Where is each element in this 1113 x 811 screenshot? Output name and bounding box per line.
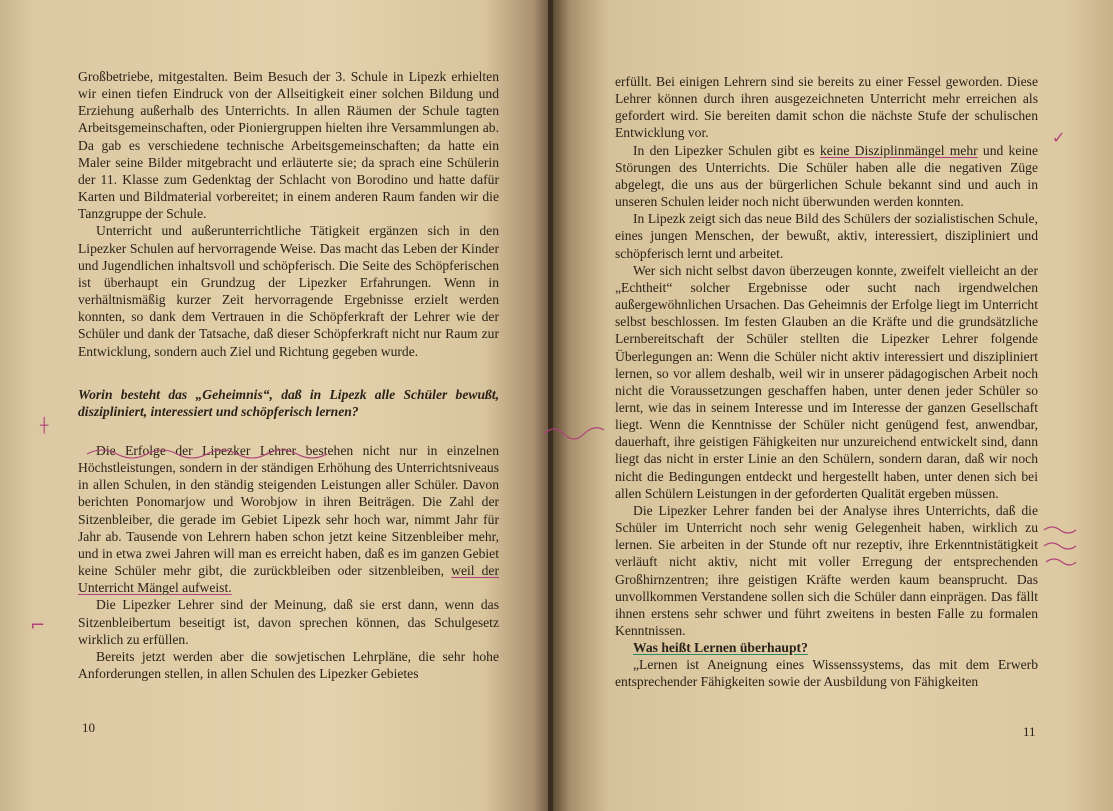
paragraph: Die Lipezker Lehrer sind der Meinung, daß sie erst dann, wenn das Sitzenbleibertum beseitigt ist, davon sprechen können, das Schulgesetz wirklich zu erfüllen. <box>78 597 499 647</box>
paragraph: Wer sich nicht selbst davon überzeugen konnte, zweifelt vielleicht an der „Echtheit“ solcher Ergebnisse oder sucht nach irgendwelchen außergewöhnlichen Ursachen. Das Geheimnis der Erfolge liegt im Unterricht selbst beschlossen. Im festen Glauben an die Kräfte und die grundsätzliche Lernbereitschaft der Schüler stellten die Lipezker Lehrer folgende Überlegungen an: Wenn die Schüler nicht aktiv interessiert und diszipliniert lernen, so vor allem deshalb, weil wir in unserer pädagogischen Arbeit noch nicht die Voraussetzungen geschaffen haben, unter denen jeder Schüler so lernt, wie das in seinem Interesse und im Interesse der ganzen Gesellschaft liegt. Wenn die Kenntnisse der Schüler nicht genügend fest, anwendbar, dauerhaft, ihre geistigen Fähigkeiten nur unzureichend entwickelt sind, dann liegt das nicht in erster Linie an den Schülern, sondern daran, daß wir noch nicht die Bedingungen entdeckt und hergestellt haben, unter denen sich bei allen Schülern Leistungen in der geforderten Qualität ergeben müssen. <box>615 262 1038 501</box>
right-page-text <box>615 73 1038 691</box>
left-page-text <box>78 68 499 682</box>
paragraph: Großbetriebe, mitgestalten. Beim Besuch der 3. Schule in Lipezk erhielten wir einen tiefen Eindruck von der Allseitigkeit einer solchen Bildung und Erziehung außerhalb des Unterrichts. In allen Räumen der Schule tagten Arbeitsgemeinschaften, oder Pioniergruppen hielten ihre Versammlungen ab. Da gab es verschiedene technische Arbeitsgemeinschaften; da hatte ein Maler seine Bilder mitgebracht und erläuterte sie; da sprach eine Schülerin der 11. Klasse zum Gedenktag der Schlacht von Borodino und hatte dafür Karten und Bildmaterial vorbereitet; in einem anderen Raum fanden wir die Tanzgruppe der Schule. <box>78 69 499 222</box>
handwritten-scribble <box>85 446 385 460</box>
paragraph: „Lernen ist Aneignung eines Wissenssystems, das mit dem Erwerb entsprechender Fähigkeiten sowie der Ausbildung von Fähigkeiten <box>615 657 1038 690</box>
paragraph: erfüllt. Bei einigen Lehrern sind sie bereits zu einer Fessel geworden. Diese Lehrer können durch ihren ausgezeichneten Unterricht mehr erreichen als gefordert wird. Sie bereiten damit schon die nächste Stufe der schulischen Entwicklung vor. <box>615 74 1038 141</box>
handwritten-scribble <box>1040 520 1085 580</box>
paragraph: Bereits jetzt werden aber die sowjetischen Lehrpläne, die sehr hohe Anforderungen stellen, in allen Schulen des Lipezker Gebietes <box>78 648 499 681</box>
margin-mark: ⌐ <box>30 615 46 636</box>
section-question: Worin besteht das „Geheimnis“, daß in Lipezk alle Schüler bewußt, diszipliniert, interessiert und schöpferisch lernen? <box>78 386 499 419</box>
paragraph: Unterricht und außerunterrichtliche Tätigkeit ergänzen sich in den Lipezker Schulen auf hervorragende Weise. Das macht das Leben der Kinder und Jugendlichen inhaltsvoll und schöpferisch. Die Seite des Schöpferischen ist überhaupt ein Grundzug der Lipezker Erfahrungen. Wenn in verhältnismäßig kurzer Zeit hervorragende Ergebnisse erzielt werden konnten, so dank dem Vertrauen in die Schöpferkraft der Lehrer wie der Schüler und dank der Tatsache, daß dieser Schöpferkraft nicht nur Raum zur Entwicklung, sondern auch Ziel und Richtung gegeben wurde. <box>78 223 499 359</box>
underlined-phrase: keine Disziplinmängel mehr <box>819 142 978 158</box>
paragraph: In Lipezk zeigt sich das neue Bild des Schülers der sozialistischen Schule, eines jungen Menschen, der bewußt, aktiv, interessiert, diszipliniert und schöpferisch lernt und arbeitet. <box>615 211 1038 261</box>
paragraph: Die Lipezker Lehrer fanden bei der Analyse ihres Unterrichts, daß die Schüler im Unterricht noch sehr wenig Gelegenheit haben, wirklich zu lernen. Sie arbeiten in der Stunde oft nur rezeptiv, ihre Erkenntnistätigkeit verläuft nicht aktiv, nicht mit voller Erregung der entsprechenden Großhirnzentren; ihre geistigen Kräfte werden kaum beansprucht. Das unvollkommen Verstandene sollen sich die Schüler dann einprägen. Das fällt ihnen erstens sehr schwer und führt zweitens in besten Falle zu formalen Kenntnissen. <box>615 502 1038 638</box>
paragraph-text: und keine Störungen des Unterrichts. Die Schüler haben alle die negativen Züge abgelegt, die uns aus der bürgerlichen Schule bekannt sind und auch in unseren Schulen leider noch nicht überwunden werden konnten. <box>615 142 1038 210</box>
margin-mark: ┼ <box>40 418 49 434</box>
margin-mark: ✓ <box>1052 128 1066 147</box>
right-page <box>553 0 1113 811</box>
paragraph <box>78 442 499 596</box>
page-number: 10 <box>82 720 95 735</box>
left-page <box>0 0 550 811</box>
paragraph-text: Die Erfolge der Lipezker Lehrer bestehen nicht nur in einzelnen Höchstleistungen, sondern in der ständigen Erhöhung des Unterrichtsniveaus in allen Schulen, in den ständig steigenden Leistungen aller Schüler. Davon berichten Ponomarjow und Worobjow in ihren Beiträgen. Die Zahl der Sitzenbleiber, die gerade im Gebiet Lipezk sehr hoch war, nimmt Jahr für Jahr ab. Tausende von Lehrern haben schon jetzt keine Sitzenbleiber mehr, und in etwa zwei Jahren will man es erreicht haben, daß es im ganzen Gebiet keine Schüler mehr gibt, die zurückbleiben oder sitzenbleiben, <box>78 442 499 579</box>
page-number: 11 <box>1023 724 1036 739</box>
paragraph-text: In den Lipezker Schulen gibt es <box>633 142 815 158</box>
paragraph <box>615 142 1038 211</box>
underlined-phrase: weil der Unterricht Mängel aufweist. <box>78 563 499 596</box>
handwritten-scribble <box>540 420 610 442</box>
section-question <box>615 639 1038 656</box>
underlined-question: Was heißt Lernen überhaupt? <box>633 640 808 656</box>
